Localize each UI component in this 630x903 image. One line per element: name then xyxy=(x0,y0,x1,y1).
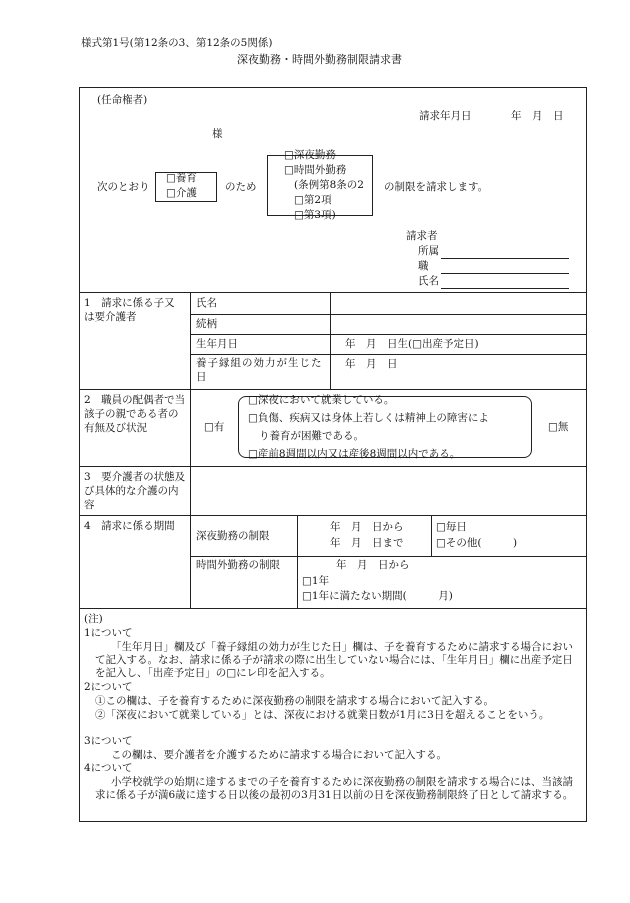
spouse-cond-night[interactable]: □深夜において就業している。 xyxy=(248,394,395,406)
overtime-from: 年 月 日から xyxy=(336,559,410,571)
position-field[interactable] xyxy=(441,273,569,274)
night-option-daily[interactable]: □毎日 xyxy=(436,521,467,533)
sec1-birth-label: 生年月日 xyxy=(196,338,238,350)
affiliation-field[interactable] xyxy=(441,258,569,259)
spouse-yes-option[interactable]: □有 xyxy=(204,421,225,433)
sec1-adopt-label: 養子縁組の効力が生じた日 xyxy=(196,357,323,383)
sec2-label: 2 職員の配偶者で当該子の親である者の有無及び状況 xyxy=(84,394,186,435)
sec1-relation-label: 続柄 xyxy=(196,318,217,330)
form-title: 深夜勤務・時間外勤務制限請求書 xyxy=(237,53,402,66)
night-from: 年 月 日から xyxy=(330,521,404,533)
note4-title: 4について xyxy=(84,762,133,774)
limit-option-overtime[interactable]: □時間外勤務 xyxy=(284,164,347,176)
notes-heading: (注) xyxy=(84,613,103,625)
note3-title: 3について xyxy=(84,735,133,747)
note2-text-1: ①この欄は、子を養育するために深夜勤務の制限を請求する場合において記入する。 xyxy=(95,695,494,707)
appointer-label: (任命権者) xyxy=(97,94,148,106)
sec1-adopt-value: 年 月 日 xyxy=(345,358,398,370)
sama-label: 様 xyxy=(212,128,223,140)
name-label: 氏名 xyxy=(418,275,439,287)
note1-title: 1について xyxy=(84,627,133,639)
overtime-option-1year[interactable]: □1年 xyxy=(302,575,330,587)
overtime-option-less[interactable]: □1年に満たない期間( 月) xyxy=(302,590,453,602)
form-number: 様式第1号(第12条の3、第12条の5関係) xyxy=(81,37,273,49)
note2-text-2: ②「深夜において就業している」とは、深夜における就業日数が1月に3日を超えることをいう。 xyxy=(95,709,550,721)
overtime-limit-label: 時間外勤務の制限 xyxy=(196,559,280,571)
sec1-birth-value: 年 月 日生(□出産予定日) xyxy=(345,338,479,350)
sec1-label: 1 請求に係る子又は要介護者 xyxy=(84,297,175,324)
ordinance-text: (条例第8条の2 xyxy=(294,179,364,191)
night-to: 年 月 日まで xyxy=(330,537,404,549)
spouse-cond-illness-cont: り養育が困難である。 xyxy=(259,430,364,442)
sec1-name-label: 氏名 xyxy=(196,297,217,309)
note2-title: 2について xyxy=(84,681,133,693)
note4-text: 小学校就学の始期に達するまでの子を養育するために深夜勤務の制限を請求する場合には、当該請求に係る子が満6歳に達する日以後の最初の3月31日以前の日を深夜勤務制限終了日として請求する。 xyxy=(95,776,574,802)
name-field[interactable] xyxy=(441,288,569,289)
spouse-cond-birth[interactable]: □産前8週間以内又は産後8週間以内である。 xyxy=(248,448,461,460)
limit-option-night[interactable]: □深夜勤務 xyxy=(284,149,336,161)
limit-option-para3[interactable]: □第3項) xyxy=(294,209,336,221)
spouse-cond-illness[interactable]: □負傷、疾病又は身体上若しくは精神上の障害によ xyxy=(248,412,489,424)
requester-label: 請求者 xyxy=(406,230,438,242)
limit-request-text: の制限を請求します。 xyxy=(384,181,489,193)
sec3-label: 3 要介護者の状態及び具体的な介護の内容 xyxy=(84,471,186,512)
for-text: のため xyxy=(225,181,257,193)
position-label: 職 xyxy=(418,260,429,272)
note1-text: 「生年月日」欄及び「養子縁組の効力が生じた日」欄は、子を養育するために請求する場合において記入する。なお、請求に係る子が請求の際に出生していない場合には、「生年月日」欄に出産予定日を記入し、「出産予定日」の□にレ印を記入する。 xyxy=(95,641,573,680)
care-option-rearing[interactable]: □養育 xyxy=(166,172,197,184)
night-option-other[interactable]: □その他( ) xyxy=(436,537,518,549)
request-date-blank: 年 月 日 xyxy=(511,110,564,122)
limit-option-para2[interactable]: □第2項 xyxy=(294,194,332,206)
sec4-label: 4 請求に係る期間 xyxy=(84,520,175,532)
lead-text: 次のとおり xyxy=(97,181,150,193)
affiliation-label: 所属 xyxy=(418,245,439,257)
request-date-label: 請求年月日 xyxy=(419,110,472,122)
spouse-no-option[interactable]: □無 xyxy=(548,421,569,433)
note3-text: この欄は、要介護者を介護するために請求する場合において記入する。 xyxy=(111,749,447,761)
night-limit-label: 深夜勤務の制限 xyxy=(196,530,270,542)
care-option-nursing[interactable]: □介護 xyxy=(166,187,197,199)
